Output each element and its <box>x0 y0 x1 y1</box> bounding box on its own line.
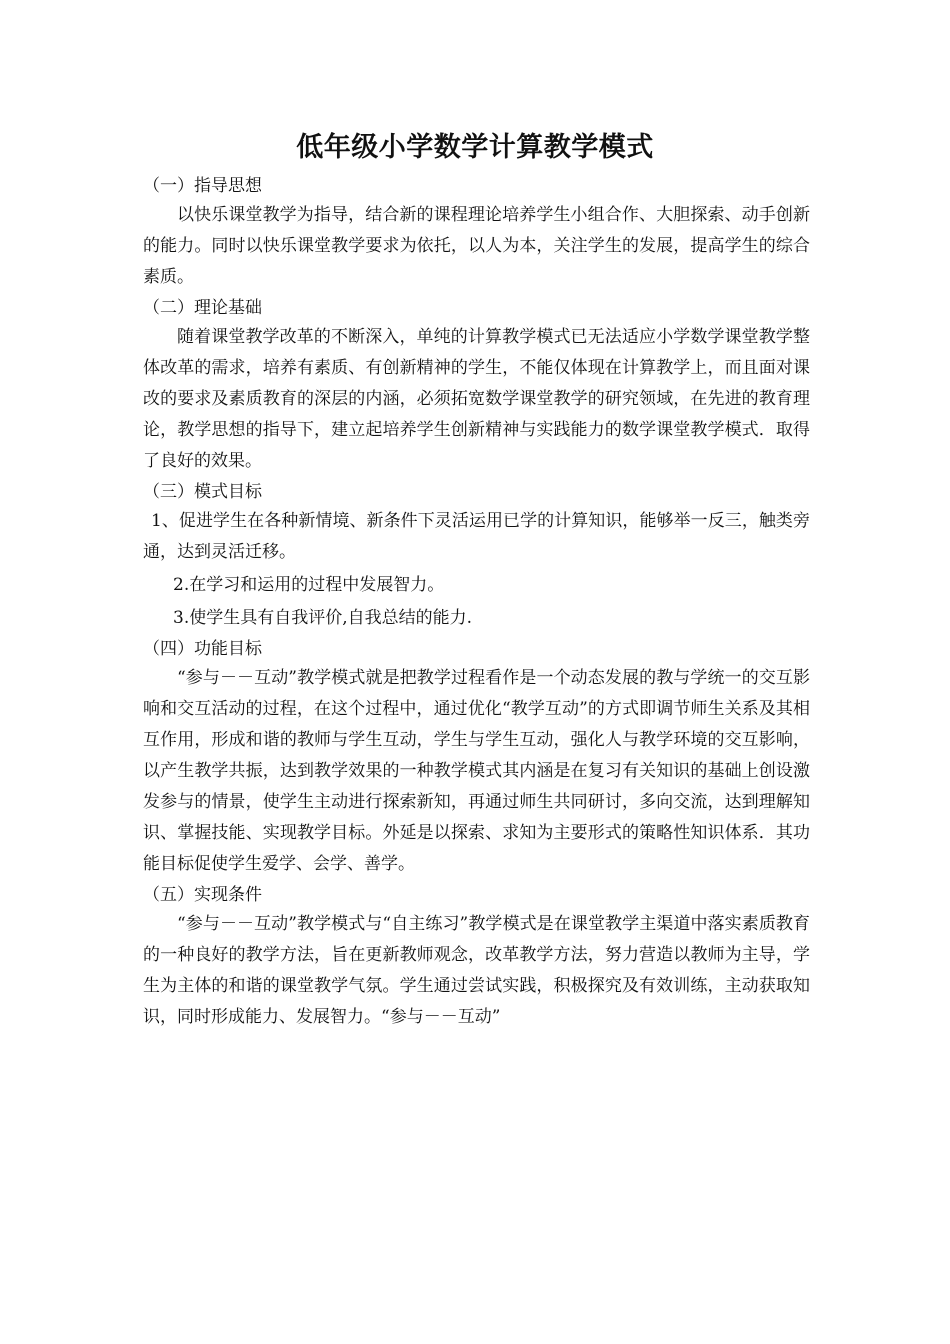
list-item: 1、促进学生在各种新情境、新条件下灵活运用已学的计算知识，能够举一反三，触类旁通，达到灵活迁移。 <box>143 511 810 562</box>
section-heading: （四）功能目标 <box>143 639 262 659</box>
section-heading: （一）指导思想 <box>143 176 262 196</box>
body-paragraph: “参与－－互动”教学模式就是把教学过程看作是一个动态发展的教与学统一的交互影响和交互活动的过程，在这个过程中，通过优化“教学互动”的方式即调节师生关系及其相互作用，形成和谐的教师与学生互动，学生与学生互动，强化人与教学环境的交互影响，以产生教学共振，达到教学效果的一种教学模式其内涵是在复习有关知识的基础上创设激发参与的情景，使学生主动进行探索新知，再通过师生共同研讨，多向交流，达到理解知识、掌握技能、实现教学目标。外延是以探索、求知为主要形式的策略性知识体系．其功能目标促使学生爱学、会学、善学。 <box>143 668 810 874</box>
list-item: 2.在学习和运用的过程中发展智力。 <box>173 575 445 595</box>
document-title: 低年级小学数学计算教学模式 <box>296 132 654 163</box>
section-guiding-ideology <box>143 173 810 293</box>
list-item: 3.使学生具有自我评价,自我总结的能力. <box>173 608 473 628</box>
document-body <box>143 173 810 1035</box>
section-heading: （五）实现条件 <box>143 885 262 905</box>
section-model-goals <box>143 479 810 634</box>
body-paragraph: 随着课堂教学改革的不断深入，单纯的计算教学模式已无法适应小学数学课堂教学整体改革的需求，培养有素质、有创新精神的学生，不能仅体现在计算教学上，而且面对课改的要求及素质教育的深层的内涵，必须拓宽数学课堂教学的研究领域，在先进的教育理论，教学思想的指导下，建立起培养学生创新精神与实践能力的数学课堂教学模式．取得了良好的效果。 <box>143 327 810 471</box>
section-heading: （二）理论基础 <box>143 298 262 318</box>
body-paragraph: “参与－－互动”教学模式与“自主练习”教学模式是在课堂教学主渠道中落实素质教育的一种良好的教学方法，旨在更新教师观念，改革教学方法，努力营造以教师为主导，学生为主体的和谐的课堂教学气氛。学生通过尝试实践，积极探究及有效训练，主动获取知识，同时形成能力、发展智力。“参与－－互动” <box>143 914 810 1027</box>
section-function-goals <box>143 636 810 880</box>
section-implementation-conditions <box>143 882 810 1033</box>
section-theoretical-basis <box>143 295 810 477</box>
section-heading: （三）模式目标 <box>143 482 262 502</box>
body-paragraph: 以快乐课堂教学为指导，结合新的课程理论培养学生小组合作、大胆探索、动手创新的能力。同时以快乐课堂教学要求为依托，以人为本，关注学生的发展，提高学生的综合素质。 <box>143 205 810 287</box>
